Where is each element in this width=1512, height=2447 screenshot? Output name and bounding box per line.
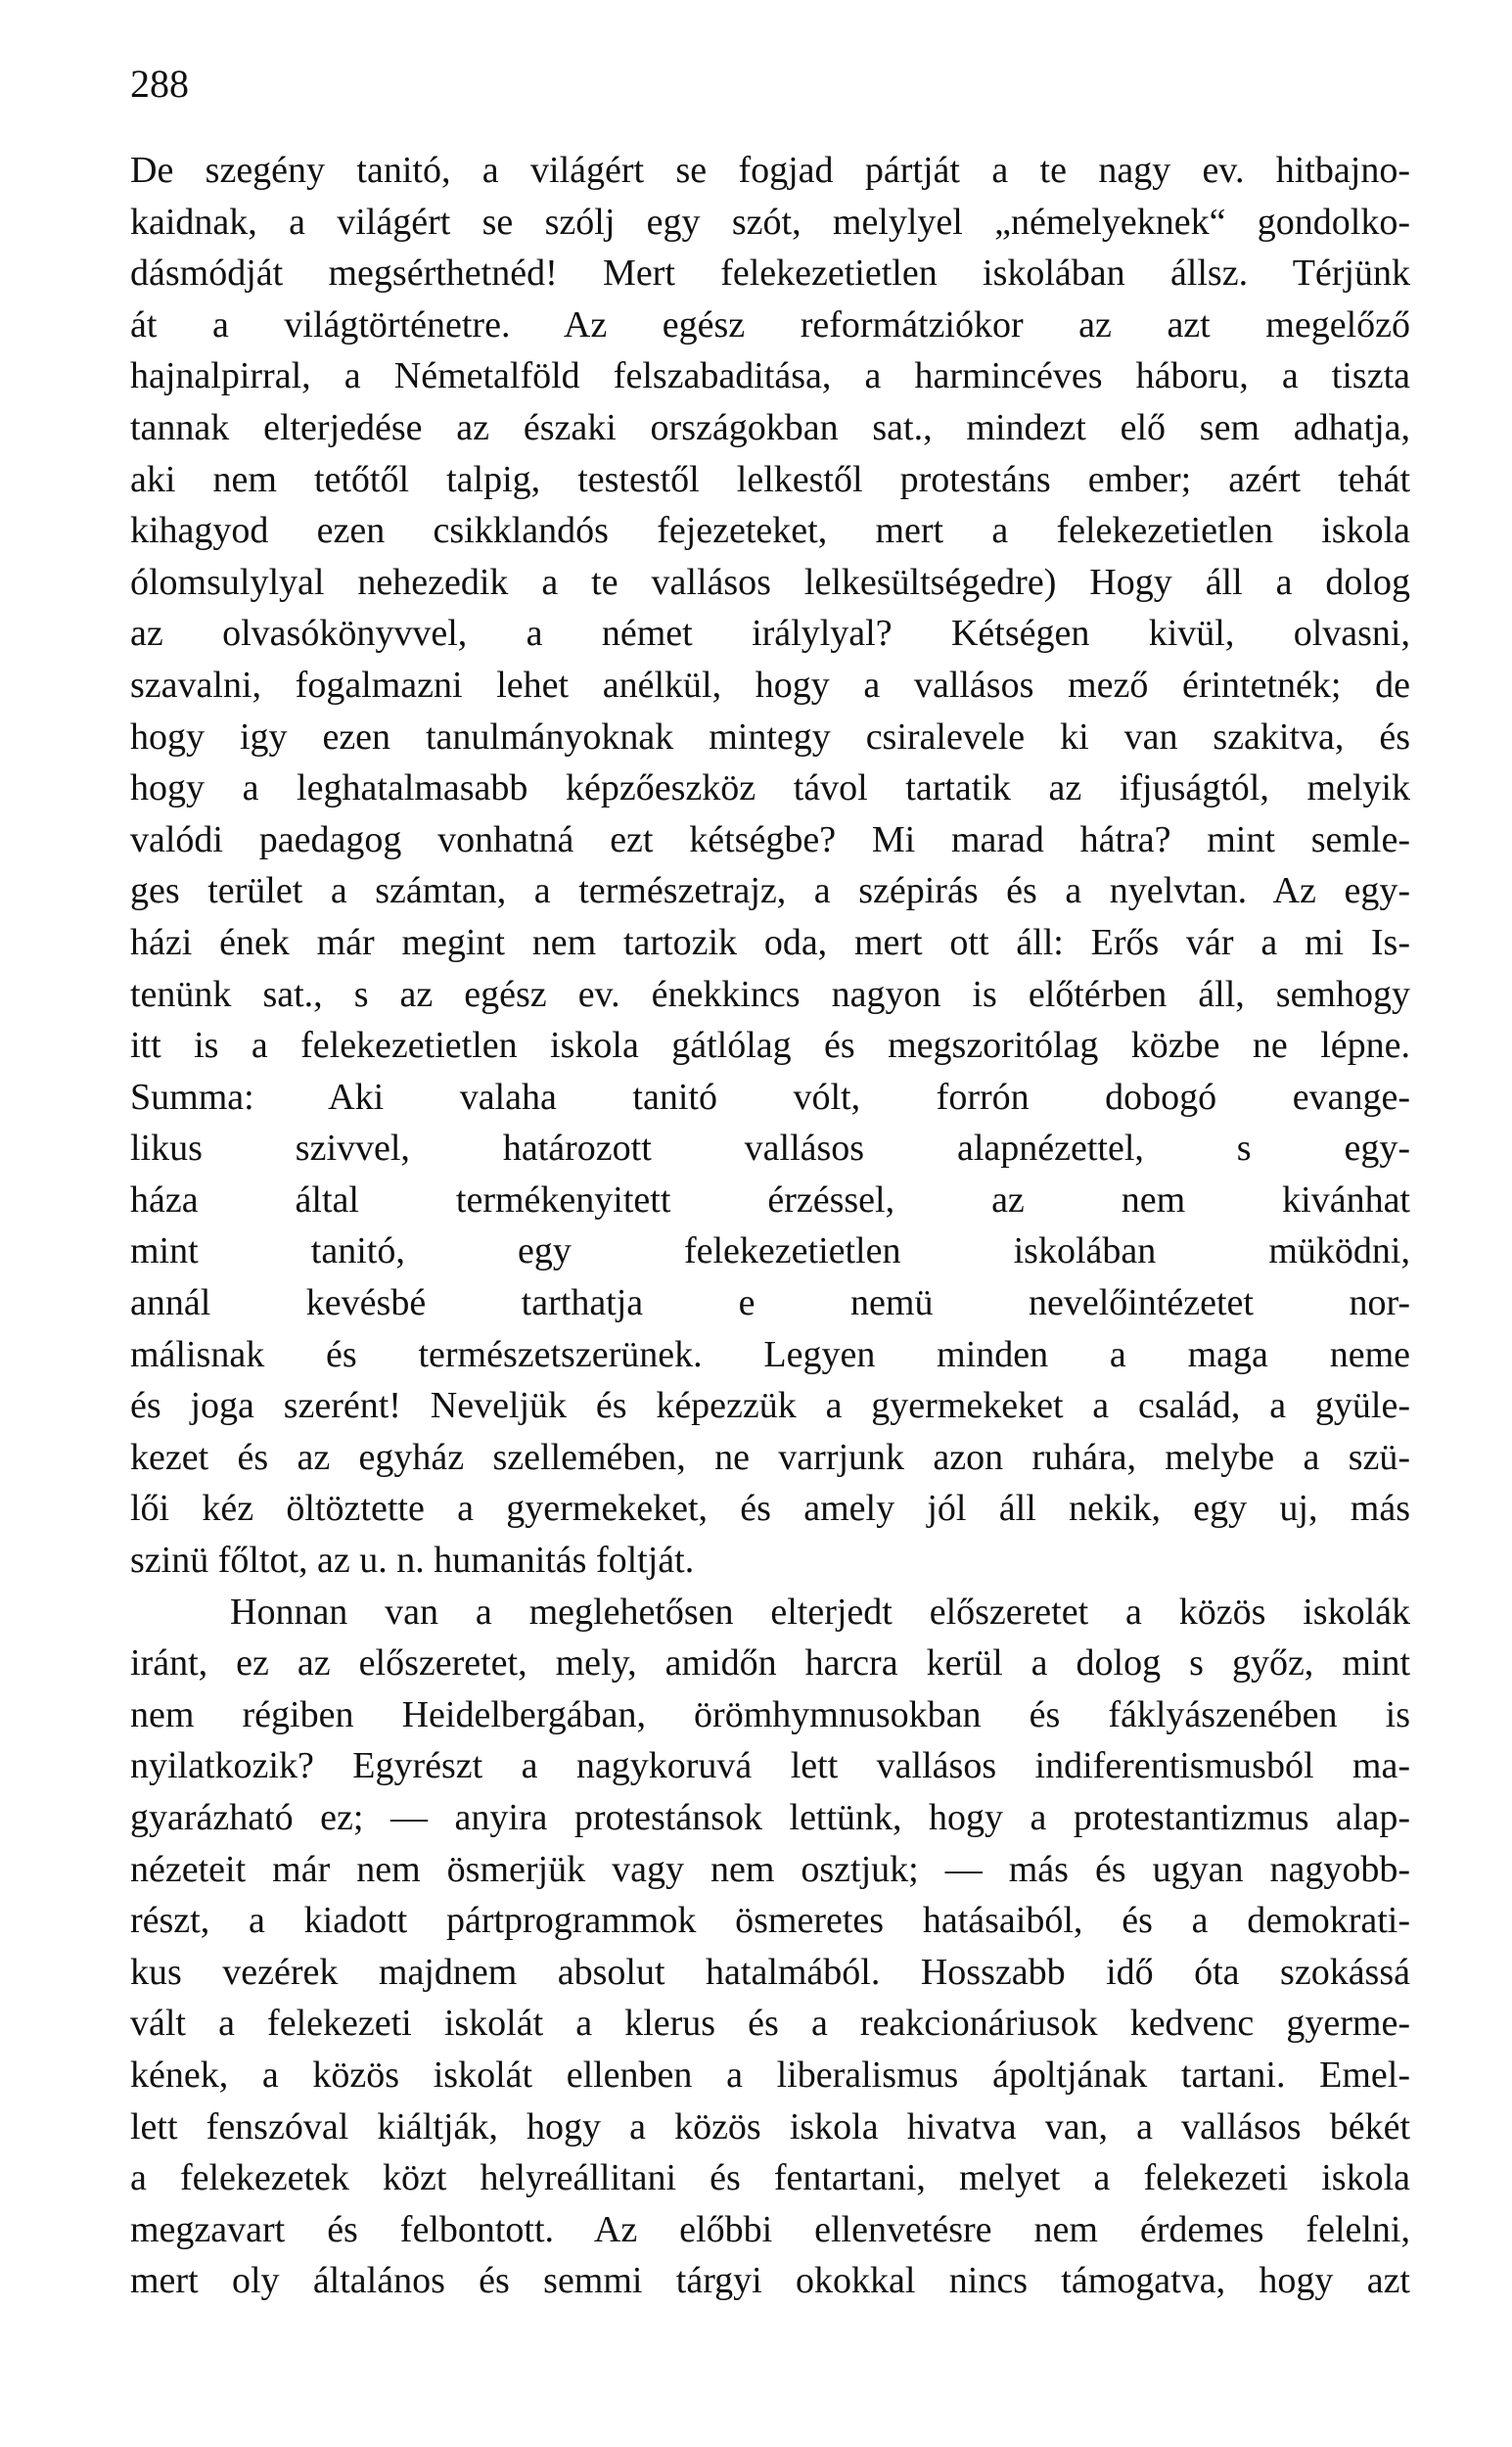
text-line: valódi paedagog vonhatná ezt kétségbe? Mi marad hátra? mint semle- [130,818,1410,860]
text-line: gyarázható ez; — anyira protestánsok lettünk, hogy a protestantizmus alap- [130,1797,1410,1838]
text-line: és joga szerént! Neveljük és képezzük a gyermekeket a család, a gyüle- [130,1385,1410,1427]
text-line: vált a felekezeti iskolát a klerus és a reakcionáriusok kedvenc gyerme- [130,2003,1410,2045]
text-line: tenünk sat., s az egész ev. énekkincs nagyon is előtérben áll, semhogy [130,973,1410,1015]
text-line: az olvasókönyvvel, a német irálylyal? Kétségen kivül, olvasni, [130,613,1410,655]
text-line: mert oly általános és semmi tárgyi okokkal nincs támogatva, hogy azt [130,2260,1410,2302]
body-text [130,145,1410,2307]
text-line: át a világtörténetre. Az egész reformátziókor az azt megelőző [130,303,1410,346]
text-line: kezet és az egyház szellemében, ne varrjunk azon ruhára, melybe a szü- [130,1436,1410,1478]
text-line: tannak elterjedése az északi országokban sat., mindezt elő sem adhatja, [130,406,1410,448]
text-line: málisnak és természetszerünek. Legyen minden a maga neme [130,1333,1410,1375]
text-line: nézeteit már nem ösmerjük vagy nem osztjuk; — más és ugyan nagyobb- [130,1848,1410,1890]
text-line: háza által termékenyitett érzéssel, az nem kivánhat [130,1178,1410,1221]
text-line-paragraph-start: Honnan van a meglehetősen elterjedt előszeretet a közös iskolák [230,1591,1410,1633]
text-line: kihagyod ezen csikklandós fejezeteket, mert a felekezetietlen iskola [130,510,1410,552]
text-line: mint tanitó, egy felekezetietlen iskolában müködni, [130,1230,1410,1272]
text-line: nem régiben Heidelbergában, örömhymnusokban és fáklyászenében is [130,1693,1410,1735]
text-line: részt, a kiadott pártprogrammok ösmeretes hatásaiból, és a demokrati- [130,1900,1410,1942]
text-line: likus szivvel, határozott vallásos alapnézettel, s egy- [130,1128,1410,1170]
text-line: hogy igy ezen tanulmányoknak mintegy csiralevele ki van szakitva, és [130,716,1410,758]
text-line: megzavart és felbontott. Az előbbi ellenvetésre nem érdemes felelni, [130,2208,1410,2250]
text-line: ges terület a számtan, a természetrajz, a szépirás és a nyelvtan. Az egy- [130,870,1410,912]
text-line: a felekezetek közt helyreállitani és fentartani, melyet a felekezeti iskola [130,2157,1410,2199]
text-line: kus vezérek majdnem absolut hatalmából. Hosszabb idő óta szokássá [130,1951,1410,1993]
text-line: kének, a közös iskolát ellenben a liberalismus ápoltjának tartani. Emel- [130,2054,1410,2096]
text-line: De szegény tanitó, a világért se fogjad pártját a te nagy ev. hitbajno- [130,150,1410,191]
page-number: 288 [130,62,189,106]
text-line: iránt, ez az előszeretet, mely, amidőn harcra kerül a dolog s győz, mint [130,1642,1410,1685]
text-line: itt is a felekezetietlen iskola gátlólag és megszoritólag közbe ne lépne. [130,1025,1410,1067]
text-line: szavalni, fogalmazni lehet anélkül, hogy a vallásos mező érintetnék; de [130,664,1410,706]
text-line: annál kevésbé tarthatja e nemü nevelőintézetet nor- [130,1282,1410,1324]
text-line: lői kéz öltöztette a gyermekeket, és amely jól áll nekik, egy uj, más [130,1488,1410,1530]
text-line: Summa: Aki valaha tanitó vólt, forrón dobogó evange- [130,1076,1410,1118]
text-line: hogy a leghatalmasabb képzőeszköz távol tartatik az ifjuságtól, melyik [130,767,1410,809]
text-line: lett fenszóval kiáltják, hogy a közös iskola hivatva van, a vallásos békét [130,2105,1410,2147]
text-line: kaidnak, a világért se szólj egy szót, melylyel „némelyeknek“ gondolko- [130,201,1410,243]
text-line: dásmódját megsérthetnéd! Mert felekezetietlen iskolában állsz. Térjünk [130,253,1410,295]
text-line: aki nem tetőtől talpig, testestől lelkestől protestáns ember; azért tehát [130,458,1410,500]
text-line: házi ének már megint nem tartozik oda, mert ott áll: Erős vár a mi Is- [130,921,1410,963]
text-line: hajnalpirral, a Németalföld felszabaditása, a harmincéves háboru, a tiszta [130,355,1410,397]
text-line-paragraph-end: szinü főltot, az u. n. humanitás foltját. [130,1540,695,1582]
text-line: nyilatkozik? Egyrészt a nagykoruvá lett vallásos indiferentismusból ma- [130,1745,1410,1787]
text-line: ólomsulylyal nehezedik a te vallásos lelkesültségedre) Hogy áll a dolog [130,561,1410,603]
